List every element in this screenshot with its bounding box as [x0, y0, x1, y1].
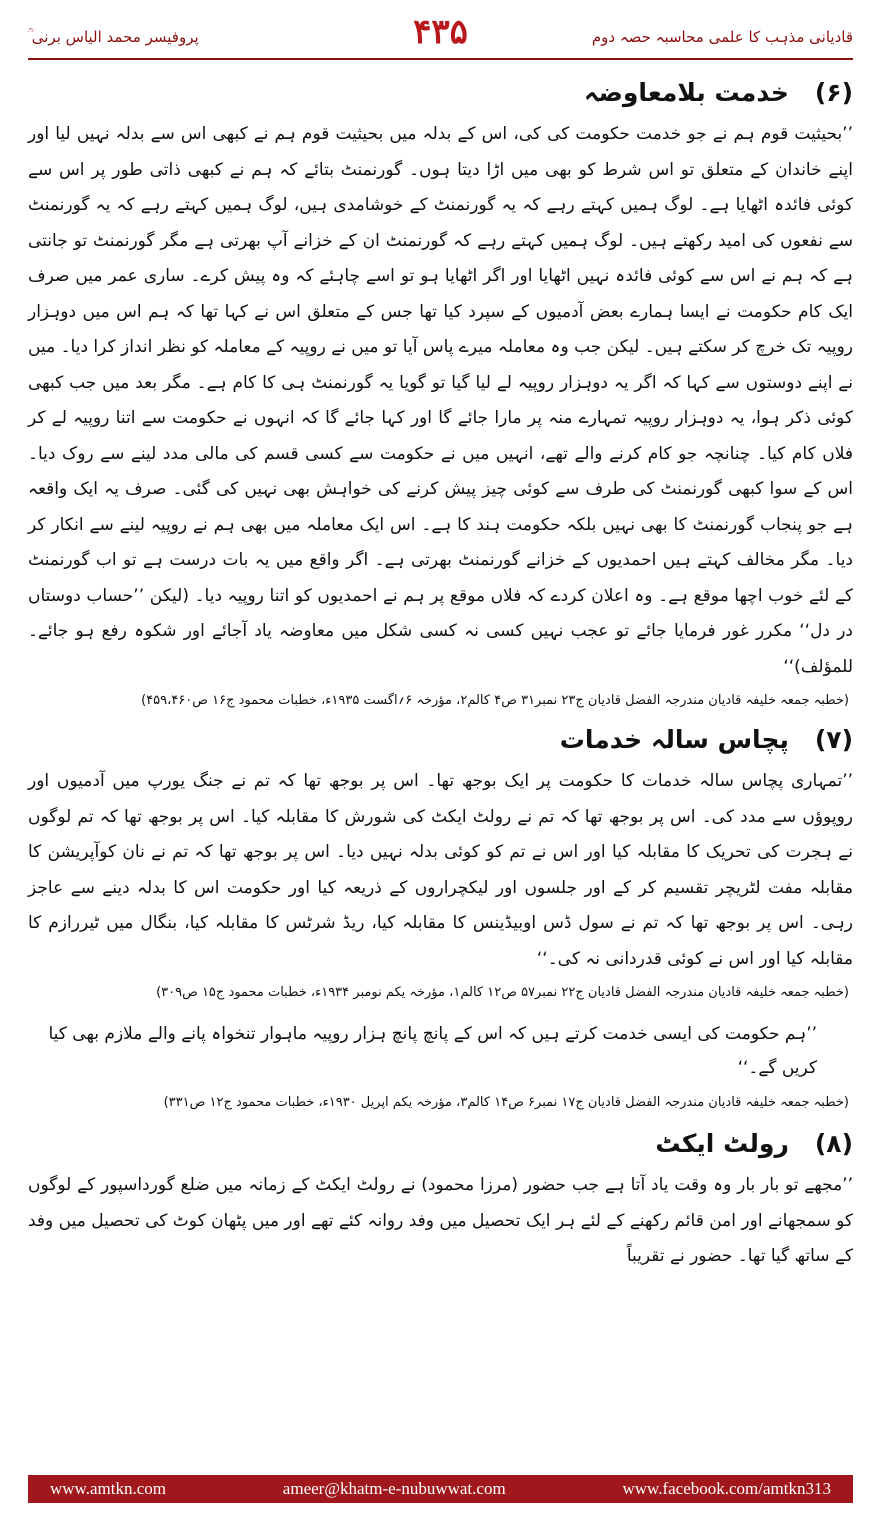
page-footer: [28, 1475, 853, 1503]
author-name: پروفیسر محمد الیاس برنی ؒ: [28, 28, 199, 46]
section-number: (۷): [814, 725, 853, 754]
section-title: رولٹ ایکٹ: [655, 1129, 789, 1158]
short-quote: ’’ہم حکومت کی ایسی خدمت کرتے ہیں کہ اس کے پانچ پانچ ہزار روپیہ ماہوار تنخواہ پانے والے ملازم بھی کیا کریں گے۔‘‘: [48, 1024, 817, 1078]
section-title: پچاس سالہ خدمات: [559, 725, 789, 754]
section-heading: [28, 78, 853, 107]
header-divider: [28, 58, 853, 60]
website-link[interactable]: www.amtkn.com: [50, 1479, 166, 1498]
citation: (خطبہ جمعہ خلیفہ قادیان مندرجہ الفضل قادیان ج۲۲ نمبر۵۷ ص۱۲ کالم۱، مؤرخہ یکم نومبر ۱۹۳۴ء، خطبات محمود ج۱۵ ص۳۰۹): [156, 985, 849, 1000]
section-heading: [28, 1129, 853, 1158]
facebook-link[interactable]: www.facebook.com/amtkn313: [622, 1479, 831, 1498]
quote-paragraph: ’’بحیثیت قوم ہم نے جو خدمت حکومت کی کی، اس کے بدلہ میں بحیثیت قوم ہم نے کبھی اس سے بدلہ نہیں لیا اور اپنے خاندان کے متعلق تو اس شرط کو بھی میں اڑا دیتا ہوں۔ گورنمنٹ بتائے کہ ہم نے کبھی ذاتی طور پر اس سے کوئی فائدہ اٹھایا ہے۔ لوگ ہمیں کہتے رہے کہ یہ گورنمنٹ کے خوشامدی ہیں، لوگ ہمیں کہتے رہے کہ یہ گورنمنٹ سے نفعوں کی امید رکھتے ہیں۔ لوگ ہمیں کہتے رہے کہ گورنمنٹ ان کے خزانے آپ بھرتی ہے مگر گورنمنٹ تو جانتی ہے کہ ہم نے اس سے کوئی فائدہ نہیں اٹھایا اور اگر اٹھایا ہو تو اسے چاہئے کہ وہ پیش کرے۔ ساری عمر میں صرف ایک کام حکومت نے ایسا ہمارے بعض آدمیوں کے سپرد کیا تھا جس کے متعلق اس نے کہا تھا کہ ہم اس میں دوہزار روپیہ تک خرچ کر سکتے ہیں۔ لیکن جب وہ معاملہ میرے پاس آیا تو میں نے روپیہ کے معاملہ کو نظر انداز کرا دیا۔ میں نے اپنے دوستوں سے کہا کہ اگر یہ دوہزار روپیہ لے لیا گیا تو گویا یہ گورنمنٹ ہی کا کام ہے۔ مگر بعد میں جب کبھی کوئی ذکر ہوا، یہ دوہزار روپیہ تمہارے منہ پر مارا جائے گا اور کہا جائے گا کہ انہوں نے حکومت سے اتنا روپیہ لے کر فلاں کام کیا۔ چنانچہ جو کام کرنے والے تھے، انہیں میں نے حکومت سے کسی قسم کی مالی مدد لینے سے روک دیا۔ اس کے سوا کبھی گورنمنٹ کی طرف سے کوئی چیز پیش کرنے کی خواہش بھی نہیں کی گئی۔ صرف یہ ایک واقعہ ہے جو پنجاب گورنمنٹ کا بھی نہیں بلکہ حکومت ہند کا ہے۔ اس ایک معاملہ میں بھی ہم نے روپیہ لینے سے انکار کر دیا۔ مگر مخالف کہتے ہیں احمدیوں کے خزانے گورنمنٹ بھرتی ہے۔ اگر واقع میں یہ بات درست ہے تو اب گورنمنٹ کے لئے خوب اچھا موقع ہے۔ وہ اعلان کردے کہ فلاں موقع پر ہم نے احمدیوں کو اتنا روپیہ دیا۔ (لیکن ’’حساب دوستاں در دل‘‘ مکرر غور فرمایا جائے تو عجب نہیں کسی نہ کسی شکل میں معاوضہ یاد آجائے اور شکوہ رفع ہو جائے۔ للمؤلف)‘‘: [28, 124, 853, 677]
section-number: (۶): [814, 78, 853, 107]
quote-paragraph: ’’تمہاری پچاس سالہ خدمات کا حکومت پر ایک بوجھ تھا۔ اس پر بوجھ تھا کہ تم نے جنگ یورپ میں آدمیوں اور روپوؤں سے مدد کی۔ اس پر بوجھ تھا کہ تم نے رولٹ ایکٹ کی شورش کا مقابلہ کیا۔ اس پر بوجھ تھا کہ تم لوگوں نے ہجرت کی تحریک کا مقابلہ کیا اور اس نے تم کو کوئی بدلہ نہیں دیا۔ اس پر بوجھ تھا کہ تم نے نان کوآپریشن کا مقابلہ مفت لٹریچر تقسیم کر کے اور جلسوں اور لیکچراروں کے ذریعہ کیا اور حکومت اس کا بدلہ دینے سے عاجز رہی۔ اس پر بوجھ تھا کہ تم نے سول ڈس اوبیڈینس کا مقابلہ کیا، ریڈ شرٹس کا مقابلہ کیا، بنگال میں ٹیررازم کا مقابلہ کیا اور اس نے کوئی قدردانی نہ کی۔‘‘: [28, 771, 853, 969]
section-title: خدمت بلامعاوضہ: [584, 78, 789, 107]
email-link[interactable]: ameer@khatm-e-nubuwwat.com: [282, 1479, 506, 1498]
page-content: [28, 78, 853, 1275]
citation: (خطبہ جمعہ خلیفہ قادیان مندرجہ الفضل قادیان ج۲۳ نمبر۳۱ ص۴ کالم۲، مؤرخہ ۶؍اگست ۱۹۳۵ء، خطبات محمود ج۱۶ ص۴۵۹،۴۶۰): [141, 693, 849, 708]
page-number: ۴۳۵: [413, 12, 468, 52]
section-heading: [28, 725, 853, 754]
citation: (خطبہ جمعہ خلیفہ قادیان مندرجہ الفضل قادیان ج۱۷ نمبر۶ ص۱۴ کالم۳، مؤرخہ یکم اپریل ۱۹۳۰ء، خطبات محمود ج۱۲ ص۳۳۱): [163, 1095, 849, 1110]
quote-paragraph: ’’مجھے تو بار بار وہ وقت یاد آتا ہے جب حضور (مرزا محمود) نے رولٹ ایکٹ کے زمانہ میں ضلع گورداسپور کے لوگوں کو سمجھانے اور امن قائم رکھنے کے لئے ہر ایک تحصیل میں وفد روانہ کئے تھے اور میں پٹھان کوٹ کی تحصیل میں وفد کے ساتھ گیا تھا۔ حضور نے تقریباً: [28, 1175, 853, 1266]
book-title: قادیانی مذہب کا علمی محاسبہ حصہ دوم: [591, 28, 853, 46]
section-number: (۸): [814, 1129, 853, 1158]
page-header: [28, 12, 853, 58]
